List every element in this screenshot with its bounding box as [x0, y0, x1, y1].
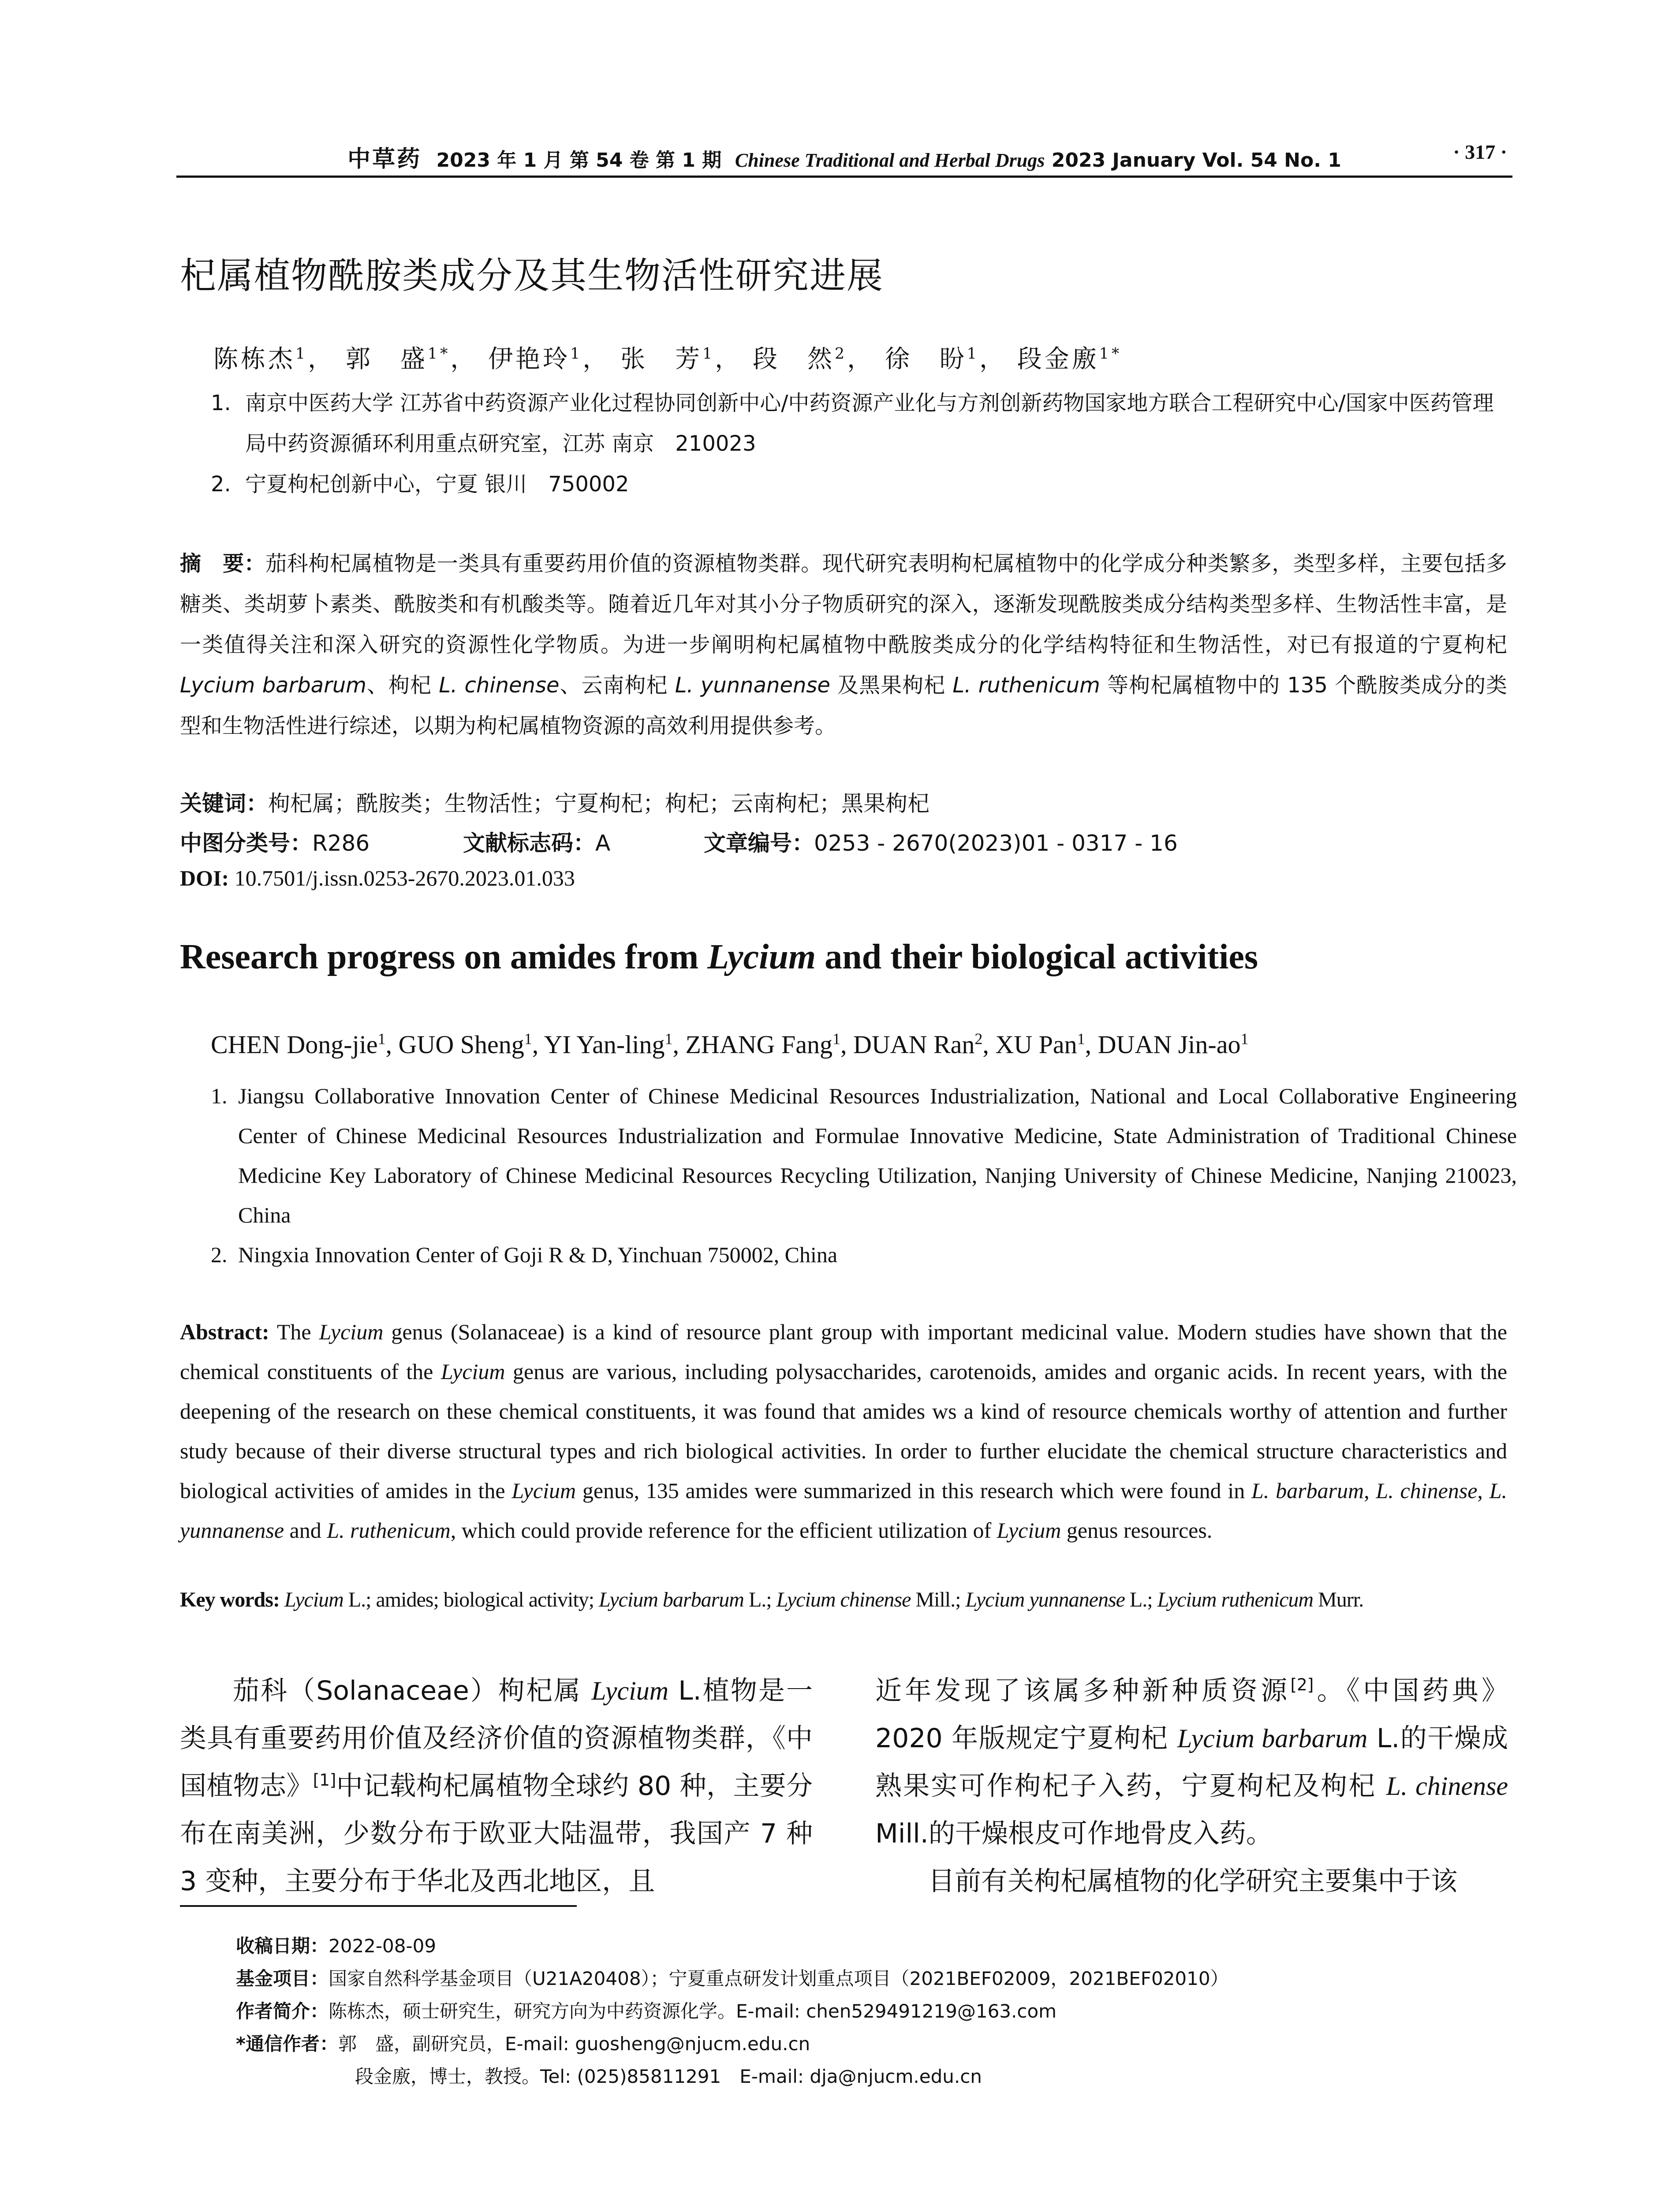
author-sup: 1 [832, 1030, 840, 1048]
author-sup: 1 [665, 1030, 673, 1048]
body-text: 中记载枸杞属植物全球约 80 种，主要分布在南美洲，少数分布于欧亚大陆温带，我国产 7 种 3 变种，主要分布于华北及西北地区，且 [180, 1771, 813, 1897]
keywords-en [180, 1588, 1363, 1612]
article-number-value: 0253 - 2670(2023)01 - 0317 - 16 [814, 830, 1178, 856]
author-cn: 陈栋杰 [213, 345, 295, 374]
species-name: L. yunnanense [675, 673, 830, 698]
abstract-en [180, 1312, 1507, 1550]
title-en-text: and their biological activities [816, 938, 1258, 976]
affiliation-text: 南京中医药大学 江苏省中药资源产业化过程协同创新中心/中药资源产业化与方剂创新药物国家地方联合工程研究中心/国家中医药管理局中药资源循环利用重点研究室，江苏 南京 210023 [245, 391, 1494, 456]
doc-code-value: A [595, 830, 611, 856]
author-en: GUO Sheng [398, 1030, 524, 1059]
abstract-label-cn: 摘 要： [180, 551, 266, 576]
abstract-text: , [1364, 1478, 1376, 1503]
title-en-genus: Lycium [707, 938, 816, 976]
author-sup: 1 [967, 345, 979, 363]
affiliation-en-1 [211, 1076, 1517, 1235]
abstract-cn [180, 543, 1507, 746]
species-name: Lycium [591, 1676, 669, 1705]
keyword-italic: Lycium chinense [776, 1588, 911, 1611]
body-text: 近年发现了该属多种新种质资源 [875, 1675, 1291, 1706]
species-name: Lycium [997, 1518, 1061, 1543]
keywords-cn [180, 786, 930, 818]
abstract-label-en: Abstract: [180, 1319, 269, 1344]
footnote-text: 陈栋杰，硕士研究生，研究方向为中药资源化学。E-mail: chen529491219@163.com [329, 2000, 1057, 2022]
species-name: L. yunnanense [180, 1478, 1507, 1543]
species-name: L. chinense [439, 673, 560, 698]
affiliation-text: 宁夏枸杞创新中心，宁夏 银川 750002 [245, 472, 629, 497]
footnote-label: *通信作者： [236, 2033, 338, 2055]
title-en-text: Research progress on amides from [180, 938, 708, 976]
author-list-cn: 陈栋杰$^1$， 郭 盛$^{1*}$， 伊艳玲$^1$， 张 芳$^1$， 段 然$^2$， 徐 盼$^1$， 段金廒$^{1*}$ [213, 345, 1122, 374]
keyword-italic: Lycium [284, 1588, 343, 1611]
abstract-text: genus (Solanaceae) is a kind of resource plant group with important medicinal value. Modern studies have shown that the chemical constituents of the [180, 1319, 1507, 1384]
citation-ref[interactable]: [1] [313, 1770, 336, 1790]
species-name: Lycium barbarum [1177, 1724, 1368, 1753]
clc-value: R286 [312, 830, 370, 856]
author-cn: 徐 盼 [885, 345, 967, 374]
footnote-corresponding-2: 段金廒，博士，教授。Tel: (025)85811291 E-mail: dja@njucm.edu.cn [355, 2066, 982, 2087]
author-sup: 1 [377, 1030, 386, 1048]
article-title-cn: 杞属植物酰胺类成分及其生物活性研究进展 [180, 255, 884, 297]
footnote-received [236, 1930, 1515, 1962]
affiliation-number: 1. [211, 1084, 228, 1108]
keyword-italic: Lycium yunnanense [965, 1588, 1125, 1611]
body-text: L.的干燥成熟果实可作枸杞子入药，宁夏枸杞及枸杞 [875, 1723, 1508, 1801]
author-en: XU Pan [995, 1030, 1077, 1059]
abstract-text: genus, 135 amides were summarized in this research which were found in [576, 1478, 1251, 1503]
affiliation-cn-2 [211, 464, 1507, 505]
footnote-text: 国家自然科学基金项目（U21A20408）；宁夏重点研发计划重点项目（2021BEF02009，2021BEF02010） [329, 1968, 1229, 1989]
body-paragraph: 目前有关枸杞属植物的化学研究主要集中于该 [928, 1866, 1457, 1897]
keywords-text-cn: 枸杞属；酰胺类；生物活性；宁夏枸杞；枸杞；云南枸杞；黑果枸杞 [268, 791, 930, 816]
page-number: · 317 · [1453, 141, 1507, 163]
footnote-label: 收稿日期： [236, 1935, 329, 1957]
footnote-text: 郭 盛，副研究员，E-mail: guosheng@njucm.edu.cn [338, 2033, 810, 2055]
species-name: Lycium barbarum [180, 673, 367, 698]
abstract-text: The [269, 1319, 319, 1344]
species-name: L. barbarum [1251, 1478, 1364, 1503]
body-column-right [875, 1667, 1508, 1905]
species-name: L. chinense [1386, 1771, 1508, 1801]
abstract-text: , which could provide reference for the efficient utilization of [450, 1518, 997, 1543]
affiliation-text: Ningxia Innovation Center of Goji R & D, Yinchuan 750002, China [238, 1242, 838, 1267]
author-sup: 1 [295, 345, 308, 363]
author-cn: 郭 盛 [345, 345, 428, 374]
keywords-label-en: Key words: [180, 1588, 280, 1611]
keywords-label-cn: 关键词： [180, 791, 268, 816]
author-sup: 1* [427, 345, 451, 363]
author-en: CHEN Dong-jie [211, 1030, 378, 1059]
species-name: L. ruthenicum [327, 1518, 451, 1543]
author-list-en: CHEN Dong-jie$^1$, GUO Sheng$^1$, YI Yan-ling$^1$, ZHANG Fang$^1$, DUAN Ran$^2$, XU Pan$^1$, DUAN Jin-$ao^1$ [211, 1030, 1249, 1059]
footnote-corresponding [236, 2028, 1515, 2060]
author-en: DUAN Ran [853, 1030, 975, 1059]
abstract-text: 、枸杞 [366, 673, 439, 698]
affiliation-text: Jiangsu Collaborative Innovation Center of Chinese Medicinal Resources Industrialization, National and Local Collaborative Engineering Center of Chinese Medicinal Resources Industrialization and Formulae Innovative Medicine, State Administration of Traditional Chinese Medicine Key Laboratory of Chinese Medicinal Resources Recycling Utilization, Nanjing University of Chinese Medicine, Nanjing 210023, China [238, 1084, 1517, 1227]
abstract-text: 等枸杞属植物中的 135 个酰胺类成分的类型和生物活性进行综述，以期为枸杞属植物资源的高效利用提供参考。 [180, 673, 1508, 738]
abstract-text: and [284, 1518, 327, 1543]
species-name: Lycium [441, 1359, 505, 1384]
abstract-text: genus are various, including polysaccharides, carotenoids, amides and organic acids. In recent years, with the deepening of the research on these chemical constituents, it was found that amides ws a kind of resource chemicals worthy of attention and further study because of their diverse structural types and rich biological activities. In order to further elucidate the chemical structure characteristics and biological activities of amides in the [180, 1359, 1508, 1503]
species-name: Lycium [511, 1478, 576, 1503]
author-sup: 1* [1099, 345, 1122, 363]
author-sup: 1 [1240, 1030, 1249, 1048]
author-sup: 1 [524, 1030, 532, 1048]
classification-line [180, 826, 1178, 857]
species-name: L. chinense [1376, 1478, 1478, 1503]
author-en: YI Yan-ling [544, 1030, 665, 1059]
author-sup: 2 [834, 345, 847, 363]
keyword-text: L.; amides; biological activity; [343, 1588, 599, 1611]
abstract-text: 及黑果枸杞 [830, 673, 953, 698]
doi-label: DOI: [180, 866, 229, 890]
affiliation-number: 2. [211, 1242, 228, 1267]
running-header [176, 140, 1512, 178]
header-journal-line [176, 140, 1512, 173]
footnote-author [236, 1995, 1515, 2028]
affiliation-cn-1 [211, 383, 1507, 464]
author-cn: 段 然 [752, 345, 835, 374]
journal-name-cn: 中草药 [347, 146, 422, 172]
footnotes [236, 1930, 1515, 2093]
doi-link[interactable]: 10.7501/j.issn.0253-2670.2023.01.033 [234, 866, 575, 890]
keyword-text: Mill.; [911, 1588, 966, 1611]
abstract-text: , [1477, 1478, 1490, 1503]
footnote-divider [180, 1905, 577, 1907]
abstract-text: 茄科枸杞属植物是一类具有重要药用价值的资源植物类群。现代研究表明枸杞属植物中的化学成分种类繁多，类型多样，主要包括多糖类、类胡萝卜素类、酰胺类和有机酸类等。随着近几年对其小分子物质研究的深入，逐渐发现酰胺类成分结构类型多样、生物活性丰富，是一类值得关注和深入研究的资源性化学物质。为进一步阐明枸杞属植物中酰胺类成分的化学结构特征和生物活性，对已有报道的宁夏枸杞 [180, 551, 1507, 657]
issue-cn: 2023 年 1 月 第 54 卷 第 1 期 [436, 149, 722, 172]
keyword-text: L.; [743, 1588, 777, 1611]
affiliation-number: 1. [211, 391, 231, 415]
footnote-fund [236, 1962, 1515, 1995]
clc-label: 中图分类号： [180, 830, 312, 856]
journal-name-en: Chinese Traditional and Herbal Drugs [735, 149, 1045, 171]
species-name: Lycium [319, 1319, 384, 1344]
body-text: 。《中国药典》2020 年版规定宁夏枸杞 [875, 1675, 1508, 1754]
doi-line [180, 865, 575, 891]
body-text: L.植物是一类具有重要药用价值及经济价值的资源植物类群，《中国植物志》 [180, 1675, 813, 1801]
author-cn: 段金廒 [1017, 345, 1099, 374]
author-cn: 伊艳玲 [488, 345, 571, 374]
body-text: Mill.的干燥根皮可作地骨皮入药。 [875, 1818, 1273, 1849]
keyword-italic: Lycium ruthenicum [1157, 1588, 1314, 1611]
issue-en: 2023 January Vol. 54 No. 1 [1051, 149, 1341, 172]
doc-code-label: 文献标志码： [463, 830, 595, 856]
body-text: 茄科（Solanaceae）枸杞属 [233, 1675, 592, 1706]
keyword-text: L.; [1124, 1588, 1157, 1611]
author-sup: 1 [570, 345, 583, 363]
affiliation-number: 2. [211, 472, 231, 497]
author-cn: 张 芳 [620, 345, 703, 374]
footnote-label: 作者简介： [236, 2000, 329, 2022]
author-sup: 2 [974, 1030, 983, 1048]
author-sup: 1 [1077, 1030, 1085, 1048]
footnote-label: 基金项目： [236, 1968, 329, 1989]
affiliation-en-2 [211, 1235, 1507, 1274]
abstract-text: 、云南枸杞 [559, 673, 675, 698]
species-name: L. ruthenicum [952, 673, 1100, 698]
keyword-text: Murr. [1313, 1588, 1364, 1611]
body-column-left [180, 1667, 813, 1905]
article-number-label: 文章编号： [704, 830, 814, 856]
keyword-italic: Lycium barbarum [599, 1588, 744, 1611]
article-title-en [180, 937, 1258, 977]
author-sup: 1 [702, 345, 715, 363]
abstract-text: genus resources. [1061, 1518, 1213, 1543]
author-en: DUAN Jin-ao [1098, 1030, 1241, 1059]
citation-ref[interactable]: [2] [1290, 1675, 1314, 1694]
footnote-text: 2022-08-09 [329, 1935, 437, 1957]
author-en: ZHANG Fang [685, 1030, 833, 1059]
